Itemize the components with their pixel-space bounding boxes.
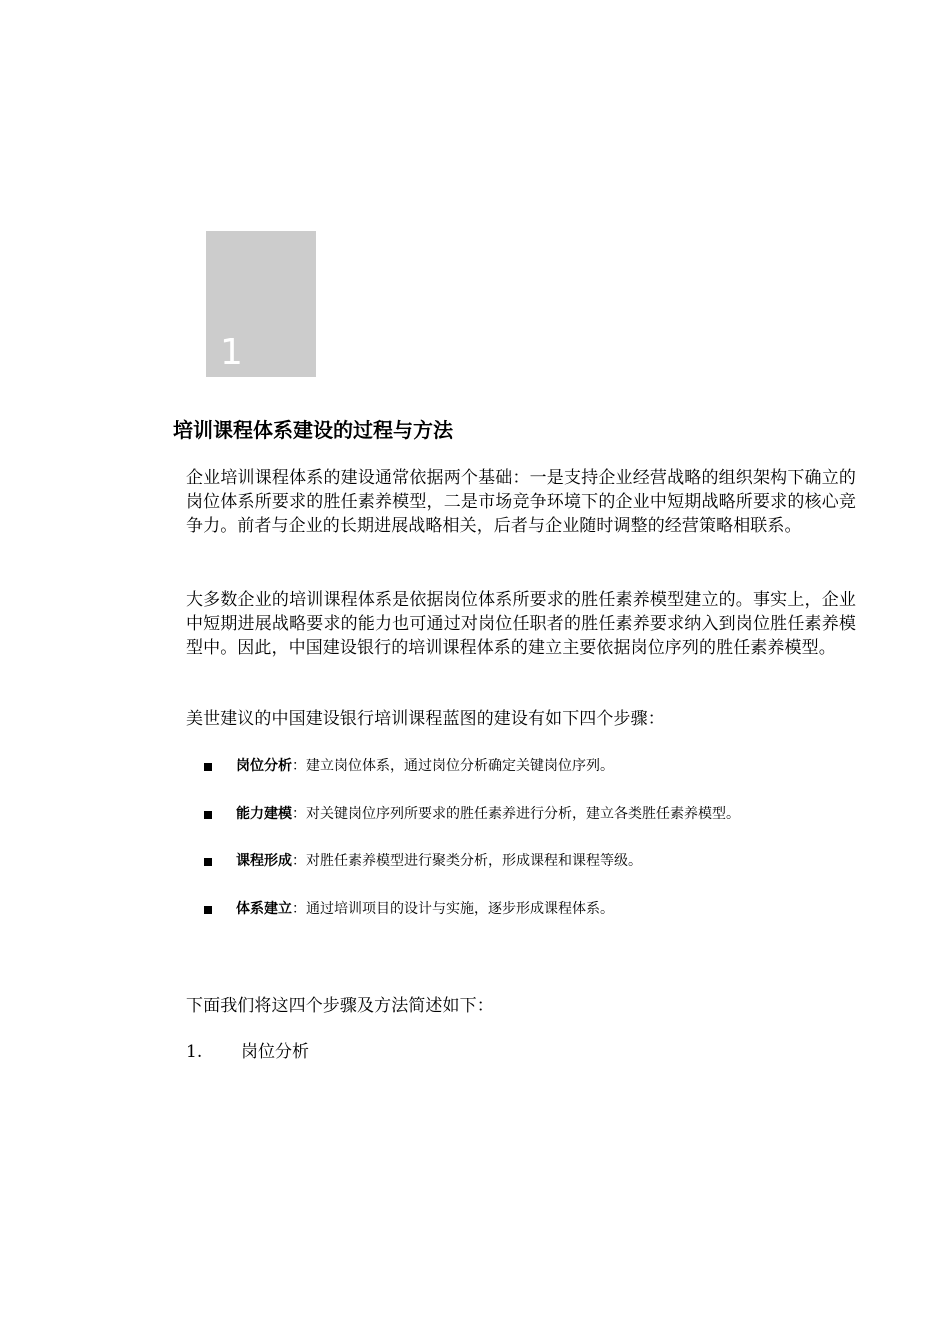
- step-separator: ：: [292, 853, 306, 869]
- step-term: 岗位分析: [236, 758, 292, 774]
- step-term: 体系建立: [236, 900, 292, 917]
- square-bullet-icon: [204, 811, 212, 819]
- numbered-heading-label: 岗位分析: [241, 1042, 309, 1062]
- step-description: 对关键岗位序列所要求的胜任素养进行分析，建立各类胜任素养模型。: [306, 805, 740, 822]
- numbered-heading: [186, 1040, 309, 1064]
- step-term: 能力建模: [236, 805, 292, 822]
- basis-paragraph: 大多数企业的培训课程体系是依据岗位体系所要求的胜任素养模型建立的。事实上，企业中短期进展战略要求的能力也可通过对岗位任职者的胜任素养要求纳入到岗位胜任素养模型中。因此，中国建设银行的培训课程体系的建立主要依据岗位序列的胜任素养模型。: [186, 590, 856, 658]
- step-item: [200, 849, 860, 897]
- step-description: 建立岗位体系，通过岗位分析确定关键岗位序列。: [306, 758, 614, 774]
- step-separator: ：: [292, 900, 306, 917]
- steps-list: [200, 754, 860, 944]
- square-bullet-icon: [204, 763, 212, 771]
- step-description: 通过培训项目的设计与实施，逐步形成课程体系。: [306, 900, 614, 917]
- step-item: [200, 897, 860, 945]
- numbered-heading-index: 1.: [186, 1042, 203, 1062]
- square-bullet-icon: [204, 858, 212, 866]
- steps-intro-paragraph: 美世建议的中国建设银行培训课程蓝图的建设有如下四个步骤：: [186, 709, 665, 729]
- step-text: [236, 754, 614, 778]
- section-title: 培训课程体系建设的过程与方法: [173, 418, 453, 442]
- step-description: 对胜任素养模型进行聚类分析，形成课程和课程等级。: [306, 853, 642, 869]
- step-item: [200, 754, 860, 802]
- summary-paragraph: 下面我们将这四个步骤及方法简述如下：: [186, 996, 494, 1016]
- step-text: [236, 849, 642, 873]
- step-text: [236, 802, 740, 826]
- step-separator: ：: [292, 758, 306, 774]
- step-separator: ：: [292, 805, 306, 822]
- step-item: [200, 802, 860, 850]
- square-bullet-icon: [204, 906, 212, 914]
- chapter-number: 1: [220, 332, 243, 373]
- step-term: 课程形成: [236, 853, 292, 869]
- intro-paragraph: 企业培训课程体系的建设通常依据两个基础：一是支持企业经营战略的组织架构下确立的岗位体系所要求的胜任素养模型，二是市场竞争环境下的企业中短期战略所要求的核心竞争力。前者与企业的长期进展战略相关，后者与企业随时调整的经营策略相联系。: [186, 468, 856, 536]
- chapter-number-box: [206, 231, 316, 377]
- step-text: [236, 897, 614, 921]
